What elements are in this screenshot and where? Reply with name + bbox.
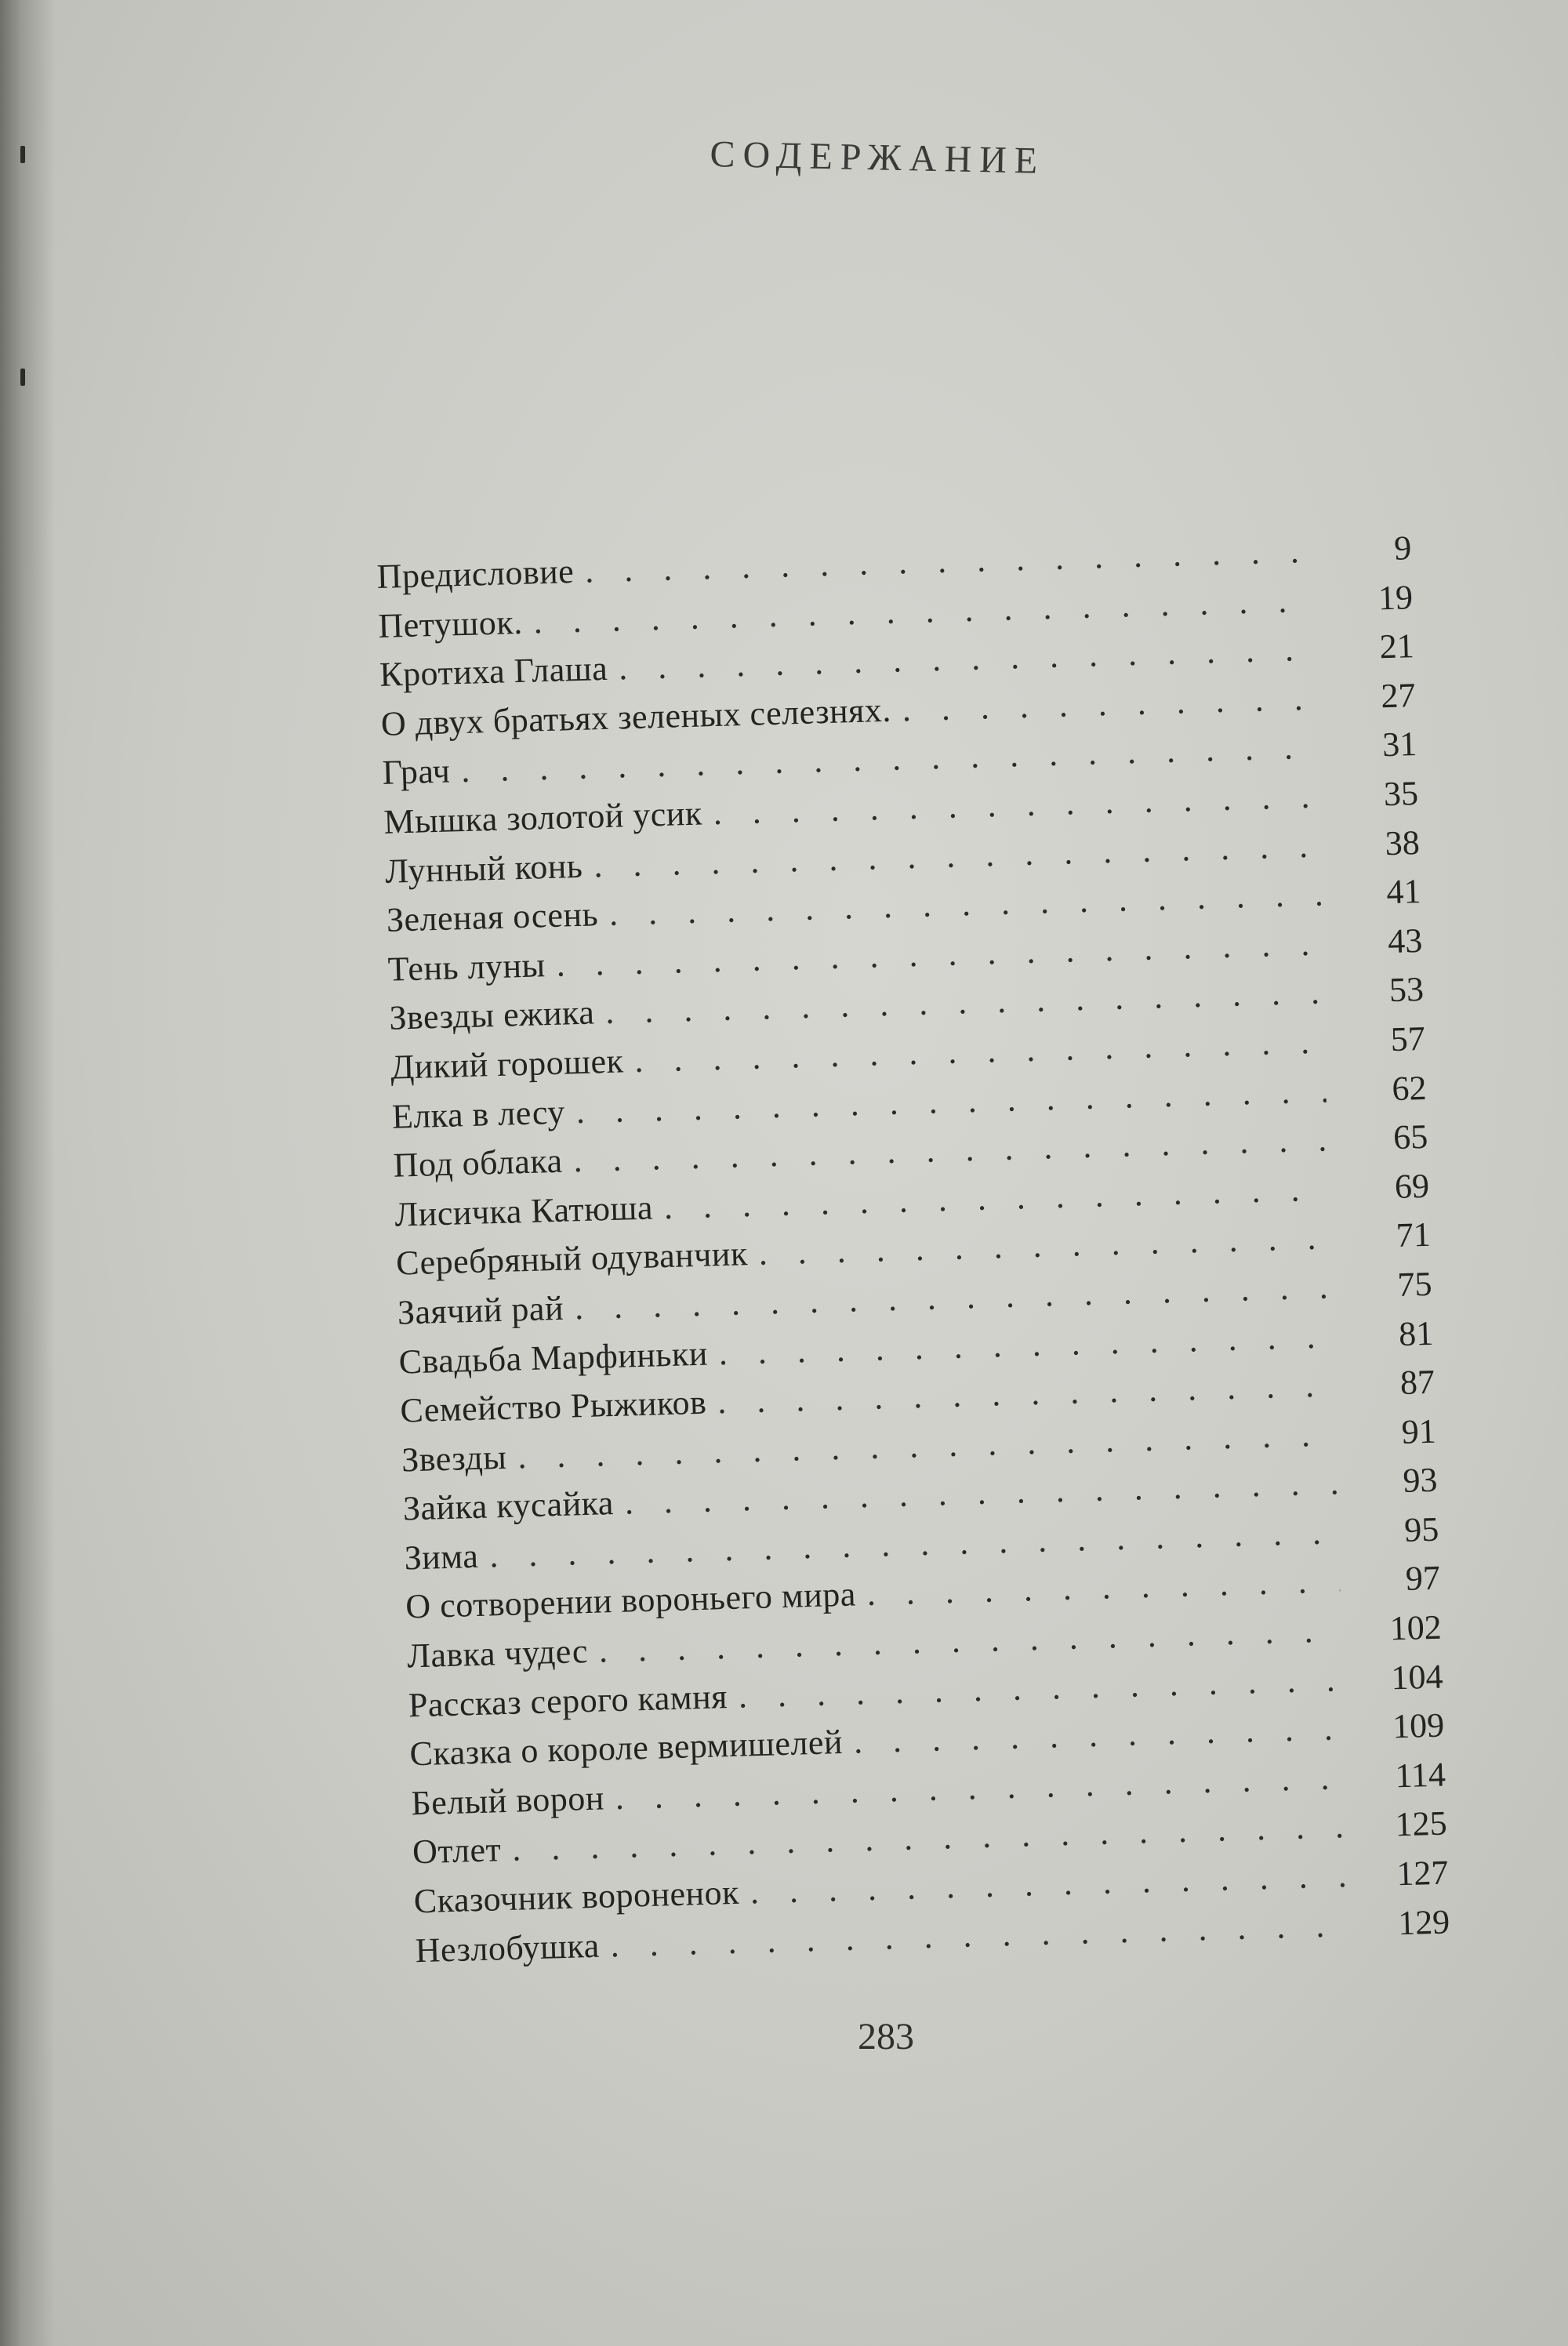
- toc-entry-page: 91: [1400, 1411, 1437, 1451]
- toc-entry-page: 57: [1390, 1019, 1426, 1059]
- toc-entry-title: Заячий рай: [397, 1288, 564, 1332]
- toc-entry-title: Рассказ серого камня: [408, 1676, 728, 1725]
- toc-entry-title: Звезды: [401, 1437, 507, 1480]
- toc-entry-title: Сказка о короле вермишелей: [408, 1723, 844, 1774]
- toc-entry-page: 129: [1397, 1902, 1450, 1942]
- toc-entry-page: 93: [1402, 1460, 1439, 1501]
- spine-mark: [20, 369, 25, 386]
- toc-entry-title: Грач: [382, 751, 451, 793]
- spine-mark: [20, 146, 25, 163]
- toc-entry-title: Серебряный одуванчик: [395, 1234, 749, 1283]
- table-of-contents: [376, 528, 1450, 1979]
- toc-entry-title: Дикий горошек: [390, 1041, 625, 1087]
- toc-entry-title: Отлет: [412, 1830, 502, 1872]
- toc-entry-page: 109: [1392, 1705, 1445, 1746]
- toc-entry-title: Лавка чудес: [406, 1632, 589, 1676]
- toc-entry-title: Лунный конь: [384, 846, 584, 891]
- spine-shadow: [0, 0, 55, 2346]
- toc-entry-title: Мышка золотой усик: [383, 794, 703, 841]
- toc-entry-page: 75: [1396, 1264, 1433, 1304]
- toc-entry-page: 114: [1394, 1755, 1446, 1796]
- toc-entry-page: 21: [1379, 626, 1415, 666]
- toc-entry-title: Кротиха Глаша: [379, 649, 608, 695]
- toc-entry-title: Лисичка Катюша: [394, 1188, 654, 1234]
- toc-entry-page: 19: [1377, 577, 1414, 617]
- toc-entry-page: 127: [1396, 1853, 1450, 1894]
- toc-entry-page: 97: [1405, 1559, 1441, 1599]
- toc-entry-title: О двух братьях зеленых селезнях.: [380, 690, 892, 743]
- toc-entry-page: 95: [1403, 1509, 1439, 1549]
- toc-entry-page: 71: [1395, 1215, 1432, 1255]
- page-number: 283: [858, 2016, 914, 2057]
- toc-entry-page: 43: [1387, 921, 1423, 961]
- toc-entry-title: Звезды ежика: [388, 993, 595, 1038]
- dot-leader: [584, 531, 1312, 591]
- toc-entry-title: Елка в лесу: [391, 1092, 566, 1136]
- toc-entry-page: 87: [1399, 1362, 1436, 1403]
- toc-entry-title: Зима: [403, 1536, 479, 1578]
- toc-entry-page: 65: [1392, 1117, 1428, 1157]
- toc-entry-title: Белый ворон: [410, 1778, 605, 1823]
- toc-entry-page: 41: [1385, 872, 1422, 912]
- toc-entry-title: О сотворении вороньего мира: [405, 1574, 857, 1626]
- toc-entry-page: 38: [1385, 823, 1421, 862]
- toc-entry-page: 62: [1391, 1068, 1428, 1108]
- toc-entry-page: 53: [1388, 970, 1425, 1010]
- toc-entry-page: 27: [1380, 675, 1417, 716]
- toc-entry-title: Под облака: [393, 1141, 564, 1185]
- toc-entry-title: Петушок.: [377, 602, 524, 645]
- toc-entry-page: 125: [1394, 1803, 1448, 1844]
- toc-entry-title: Предисловие: [376, 551, 575, 596]
- toc-entry-page: 81: [1398, 1313, 1434, 1353]
- toc-entry-title: Свадьба Марфиньки: [397, 1334, 709, 1382]
- contents-heading: СОДЕРЖАНИЕ: [710, 133, 1046, 182]
- toc-entry-title: Зеленая осень: [386, 895, 599, 939]
- toc-entry-page: 9: [1393, 528, 1412, 568]
- toc-entry-title: Незлобушка: [414, 1926, 601, 1970]
- toc-entry-page: 69: [1394, 1166, 1430, 1206]
- toc-entry-title: Зайка кусайка: [402, 1484, 615, 1528]
- toc-entry-page: 31: [1381, 724, 1417, 764]
- toc-entry-title: Семейство Рыжиков: [399, 1382, 707, 1430]
- toc-entry-page: 35: [1383, 773, 1419, 814]
- toc-entry-title: Сказочник вороненок: [413, 1872, 740, 1921]
- toc-entry-title: Тень луны: [387, 945, 546, 989]
- toc-entry-page: 104: [1390, 1657, 1444, 1698]
- toc-entry-page: 102: [1388, 1607, 1443, 1648]
